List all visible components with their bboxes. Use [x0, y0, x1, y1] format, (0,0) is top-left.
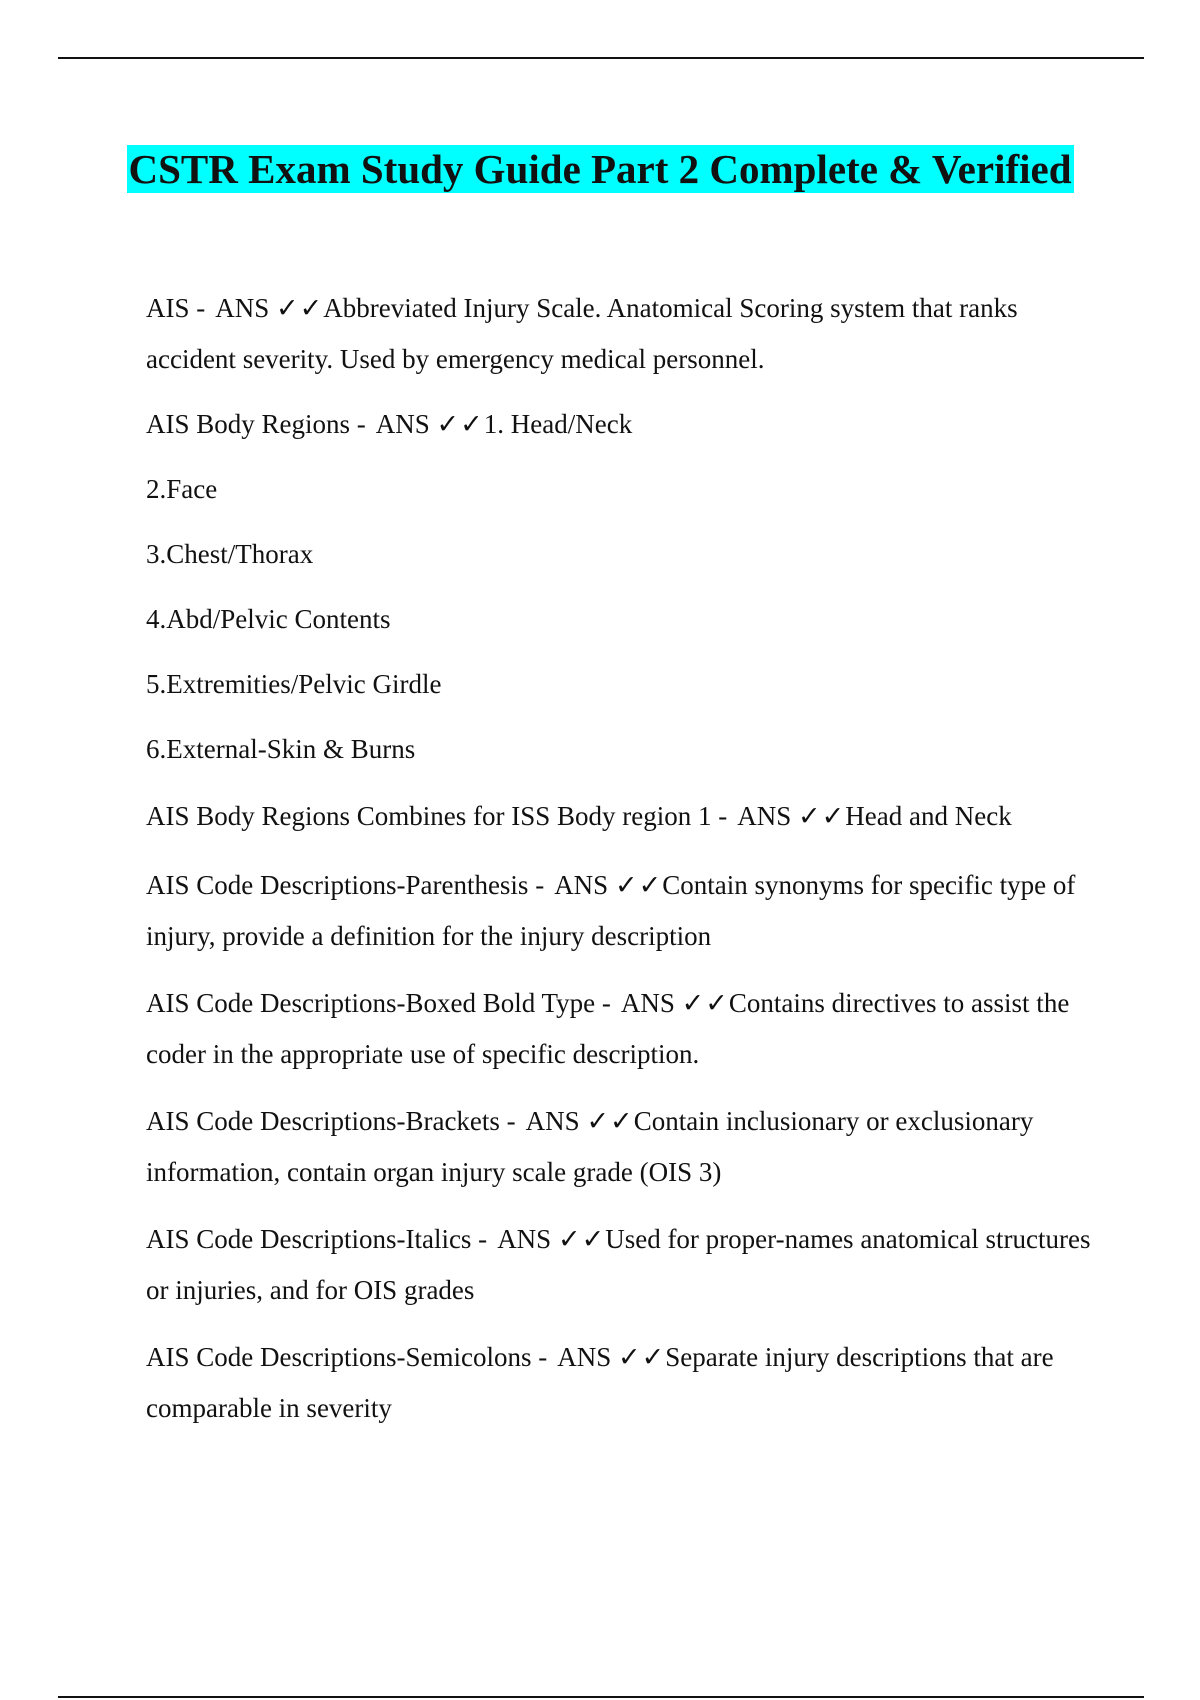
double-check-icon: ✓✓ [586, 1106, 634, 1136]
entry-term: AIS Body Regions - [146, 409, 366, 439]
entry-term: AIS Code Descriptions-Parenthesis - [146, 870, 545, 900]
double-check-icon: ✓✓ [681, 988, 729, 1018]
qa-entry [146, 399, 1091, 450]
ans-label: ANS [215, 293, 270, 323]
ans-label: ANS [557, 1342, 612, 1372]
entry-answer: Separate injury descriptions that are comparable in severity [146, 1342, 1054, 1423]
top-rule [58, 57, 1144, 59]
entry-answer: Head and Neck [845, 801, 1012, 831]
ans-label: ANS [525, 1106, 580, 1136]
double-check-icon: ✓✓ [436, 409, 484, 439]
entry-answer: Used for proper-names anatomical structures or injuries, and for OIS grades [146, 1224, 1091, 1305]
qa-entry [146, 978, 1091, 1080]
list-item: 2.Face [146, 474, 218, 504]
list-item: 4.Abd/Pelvic Contents [146, 604, 391, 634]
list-item: 5.Extremities/Pelvic Girdle [146, 669, 442, 699]
entry-term: AIS Code Descriptions-Boxed Bold Type - [146, 988, 611, 1018]
ans-label: ANS [737, 801, 792, 831]
qa-entry [146, 791, 1091, 842]
entry-term: AIS - [146, 293, 206, 323]
entry-term: AIS Code Descriptions-Italics - [146, 1224, 488, 1254]
qa-entry [146, 1214, 1091, 1316]
entry-answer: Contain inclusionary or exclusionary information, contain organ injury scale grade (OIS 3) [146, 1106, 1034, 1187]
entry-term: AIS Body Regions Combines for ISS Body region 1 - [146, 801, 728, 831]
ans-label: ANS [554, 870, 609, 900]
bottom-rule [58, 1696, 1144, 1698]
double-check-icon: ✓✓ [617, 1342, 666, 1372]
double-check-icon: ✓✓ [798, 801, 846, 831]
entry-answer: Contains directives to assist the coder in the appropriate use of specific description. [146, 988, 1070, 1069]
list-item: 3.Chest/Thorax [146, 539, 314, 569]
list-item: 6.External-Skin & Burns [146, 734, 416, 764]
page-title: CSTR Exam Study Guide Part 2 Complete & Verified [128, 146, 1072, 192]
qa-entry [146, 1096, 1091, 1198]
entry-answer: Abbreviated Injury Scale. Anatomical Scoring system that ranks accident severity. Used by emergency medical personnel. [146, 293, 1018, 374]
ans-label: ANS [497, 1224, 552, 1254]
entry-term: AIS Code Descriptions-Semicolons - [146, 1342, 548, 1372]
qa-entry [146, 283, 1091, 385]
entry-answer: Contain synonyms for specific type of injury, provide a definition for the injury description [146, 870, 1076, 951]
study-guide-body [146, 283, 1091, 1434]
entry-answer: 1. Head/Neck [483, 409, 633, 439]
qa-entry [146, 1332, 1091, 1434]
double-check-icon: ✓✓ [614, 870, 663, 900]
double-check-icon: ✓✓ [276, 293, 324, 323]
ans-label: ANS [620, 988, 675, 1018]
qa-entry [146, 860, 1091, 962]
double-check-icon: ✓✓ [557, 1224, 606, 1254]
ans-label: ANS [375, 409, 430, 439]
title-block [0, 145, 1200, 193]
entry-term: AIS Code Descriptions-Brackets - [146, 1106, 516, 1136]
